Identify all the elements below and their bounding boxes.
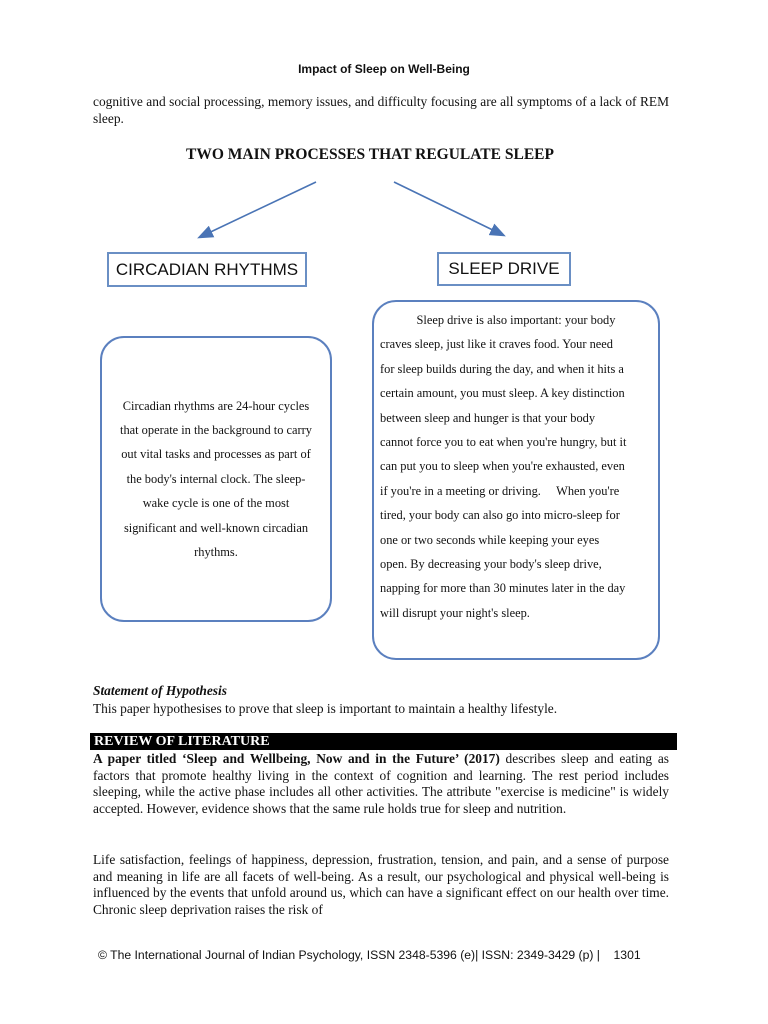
diagram-title: TWO MAIN PROCESSES THAT REGULATE SLEEP — [186, 146, 554, 163]
circadian-description-bubble — [100, 336, 332, 622]
circadian-description-text: Circadian rhythms are 24-hour cycles that operate in the background to carry out vital tasks and processes as part of the body's internal clock. The sleep- wake cycle is one of the most significant and well-known circadian rhythms. — [120, 398, 312, 560]
arrow-right — [394, 182, 503, 235]
sleep-drive-box: SLEEP DRIVE — [437, 252, 571, 286]
running-head: Impact of Sleep on Well-Being — [298, 62, 470, 76]
intro-paragraph: cognitive and social processing, memory issues, and difficulty focusing are all symptoms of a lack of REM sleep. — [93, 94, 669, 126]
arrow-left — [200, 182, 316, 237]
sleep-drive-description-bubble — [372, 300, 660, 660]
circadian-rhythms-box: CIRCADIAN RHYTHMS — [107, 252, 307, 287]
paper-title-citation: A paper titled ‘Sleep and Wellbeing, Now and in the Future’ (2017) — [93, 751, 500, 766]
sleep-drive-description-text: Sleep drive is also important: your body craves sleep, just like it craves food. Your need for sleep builds during the day, and when it hits a certain amount, you must sleep. A key distinction between sleep and hunger is that your body cannot force you to eat when you're hungry, but it can put you to sleep when you're exhausted, even if you're in a meeting or driving. When you're tired, your body can also go into micro-sleep for one or two seconds while keeping your eyes open. By decreasing your body's sleep drive, napping for more than 30 minutes later in the day will disrupt your night's sleep. — [380, 313, 627, 620]
review-paragraph-1 — [93, 751, 669, 817]
hypothesis-text: This paper hypothesises to prove that sleep is important to maintain a healthy lifestyle. — [93, 701, 558, 716]
review-section-heading: REVIEW OF LITERATURE — [90, 733, 677, 750]
hypothesis-heading: Statement of Hypothesis — [93, 683, 227, 698]
page-footer: © The International Journal of Indian Psychology, ISSN 2348-5396 (e)| ISSN: 2349-3429 (p) | 1301 — [98, 948, 641, 962]
review-paragraph-2: Life satisfaction, feelings of happiness, depression, frustration, tension, and pain, and a sense of purpose and meaning in life are all facets of well-being. As a result, our psychological and physical well-being is influenced by the events that unfold around us, which can have a significant effect on our health over time. Chronic sleep deprivation raises the risk of — [93, 852, 669, 917]
review-paragraph-1-body: describes sleep and eating as factors that promote healthy living in the context of cognition and learning. The rest period includes sleeping, while the active phase includes all other activities. The attribute "exercise is medicine" is widely accepted. However, evidence shows that the same rule holds true for sleep and nutrition. — [93, 751, 669, 816]
